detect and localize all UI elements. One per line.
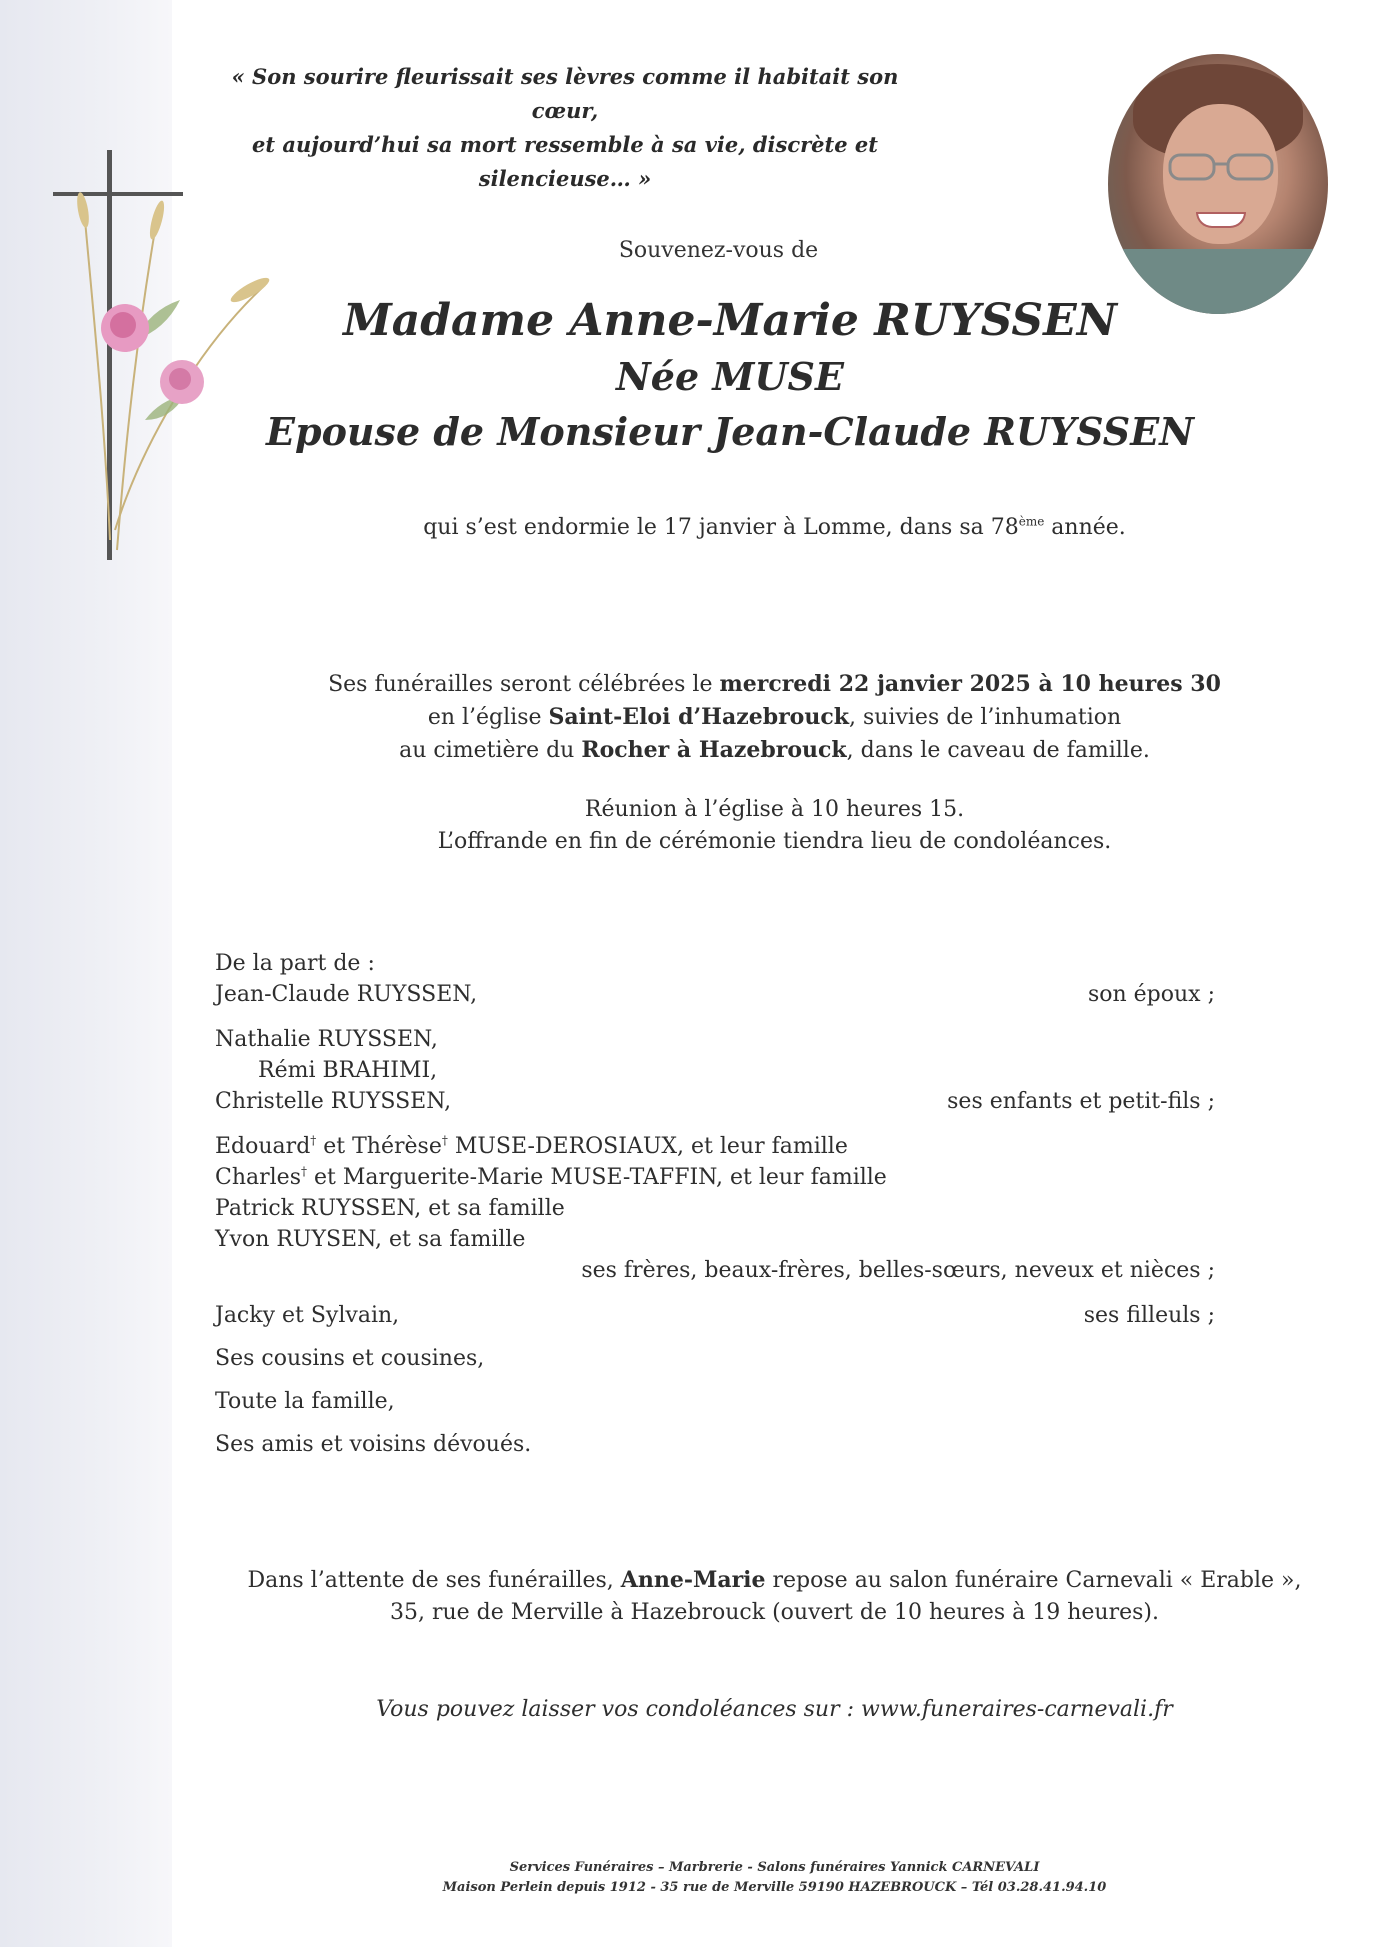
family-role: ses filleuls ;: [1083, 1303, 1215, 1328]
reunion-details: Réunion à l’église à 10 heures 15. L’offrande en fin de cérémonie tiendra lieu de condoléances.: [437, 797, 1112, 854]
family-member: Toute la famille,: [215, 1389, 395, 1414]
condolences-link-text: Vous pouvez laisser vos condoléances sur : www.funeraires-carnevali.fr: [376, 1697, 1173, 1722]
family-member: Nathalie RUYSSEN,: [215, 1027, 438, 1052]
family-member: Ses amis et voisins dévoués.: [215, 1432, 532, 1457]
footer: [172, 1858, 1377, 1898]
family-member: Charles† et Marguerite-Marie MUSE-TAFFIN, et leur famille: [215, 1164, 887, 1190]
family-role: son époux ;: [1087, 982, 1215, 1007]
family-member: Ses cousins et cousines,: [215, 1346, 485, 1371]
portrait-photo: [1108, 54, 1328, 314]
epitaph-quote: [215, 60, 915, 196]
family-member: Jean-Claude RUYSSEN,: [215, 982, 478, 1007]
death-notice: qui s’est endormie le 17 janvier à Lomme, dans sa 78ème année.: [423, 514, 1126, 540]
quote-line-2: et aujourd’hui sa mort ressemble à sa vie, discrète et silencieuse… »: [252, 132, 878, 191]
footer-line-2: Maison Perlein depuis 1912 - 35 rue de Merville 59190 HAZEBROUCK – Tél 03.28.41.94.10: [442, 1880, 1107, 1895]
family-member: Jacky et Sylvain,: [215, 1303, 400, 1328]
family-member: Christelle RUYSSEN,: [215, 1089, 452, 1114]
family-member: Patrick RUYSSEN, et sa famille: [215, 1196, 565, 1221]
family-role: ses frères, beaux-frères, belles-sœurs, neveux et nièces ;: [581, 1258, 1215, 1283]
family-list: [215, 948, 1215, 1460]
family-header: De la part de :: [215, 951, 375, 976]
funeral-details: Ses funérailles seront célébrées le mercredi 22 janvier 2025 à 10 heures 30 en l’église Saint-Eloi d’Hazebrouck, suivies de l’inhumation au cimetière du Rocher à Hazebrouck, dans le caveau de famille.: [328, 671, 1221, 763]
maiden-name: Née MUSE: [616, 354, 844, 399]
family-member: Yvon RUYSEN, et sa famille: [215, 1227, 526, 1252]
deceased-name: Madame Anne-Marie RUYSSEN: [343, 295, 1117, 346]
footer-line-1: Services Funéraires – Marbrerie - Salons funéraires Yannick CARNEVALI: [509, 1860, 1040, 1875]
family-member: Rémi BRAHIMI,: [258, 1058, 438, 1083]
family-role: ses enfants et petit-fils ;: [947, 1089, 1215, 1114]
salon-details: Dans l’attente de ses funérailles, Anne-Marie repose au salon funéraire Carnevali « Erable », 35, rue de Merville à Hazebrouck (ouvert de 10 heures à 19 heures).: [247, 1567, 1302, 1625]
deceased-name-block: [230, 292, 1230, 460]
spouse-name: Epouse de Monsieur Jean-Claude RUYSSEN: [266, 409, 1194, 454]
family-member: Edouard† et Thérèse† MUSE-DEROSIAUX, et leur famille: [215, 1133, 848, 1159]
intro-text: Souvenez-vous de: [618, 238, 819, 263]
quote-line-1: « Son sourire fleurissait ses lèvres comme il habitait son cœur,: [231, 64, 899, 123]
